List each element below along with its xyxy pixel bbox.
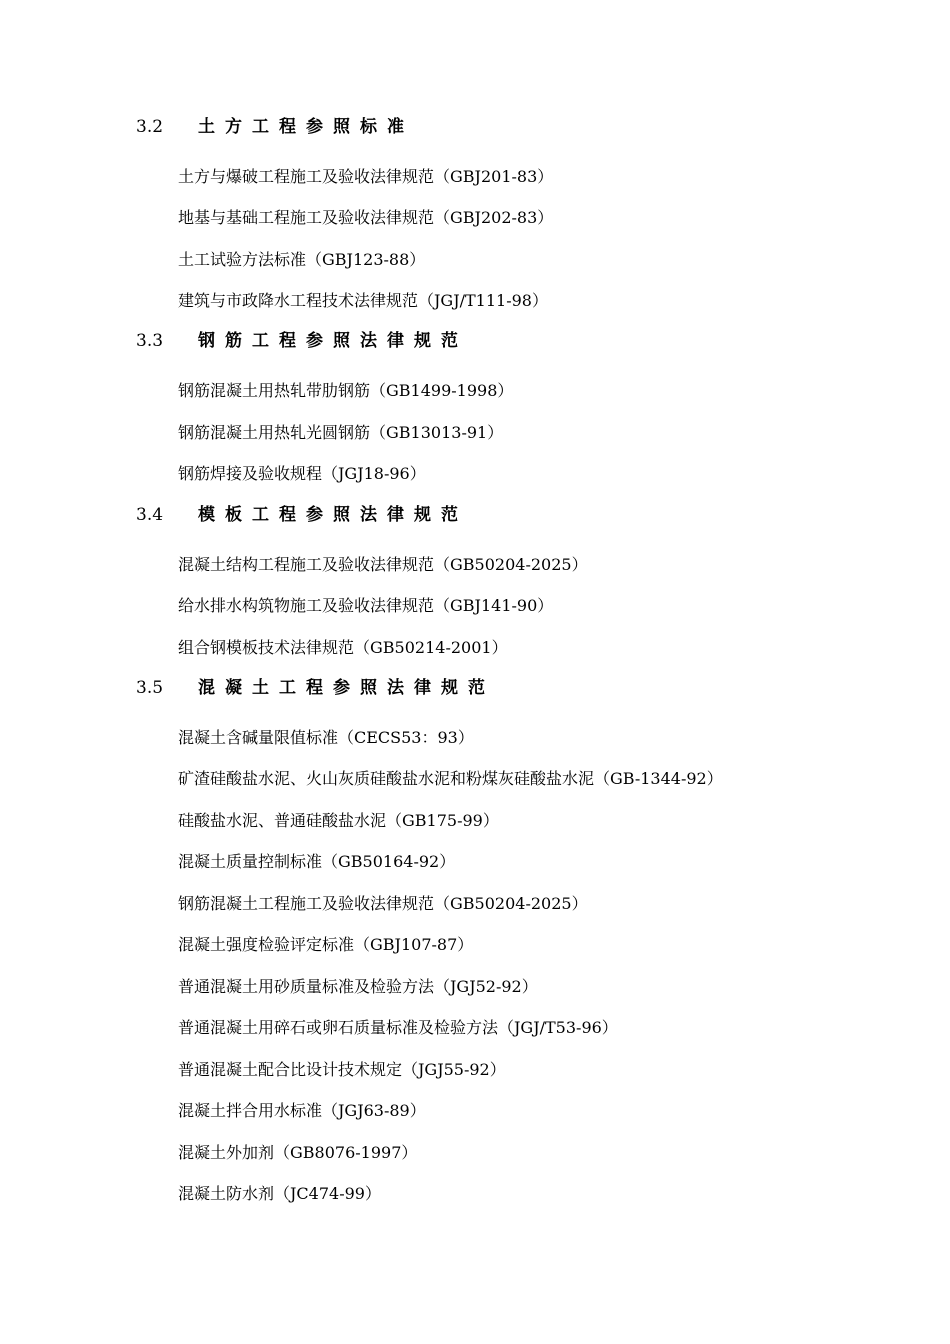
standard-item: 普通混凝土用砂质量标准及检验方法（JGJ52-92） — [178, 977, 538, 996]
standard-item: 硅酸盐水泥、普通硅酸盐水泥（GB175-99） — [178, 811, 499, 830]
standard-item: 混凝土拌合用水标准（JGJ63-89） — [178, 1101, 426, 1120]
section-number: 3.5 — [136, 678, 164, 698]
standard-item: 土工试验方法标准（GBJ123-88） — [178, 250, 426, 269]
section-number: 3.2 — [136, 117, 164, 137]
standard-item: 钢筋焊接及验收规程（JGJ18-96） — [178, 464, 426, 483]
section-title: 模板工程参照法律规范 — [198, 505, 468, 525]
section-heading-3-5 — [136, 673, 495, 703]
section-heading-3-4 — [136, 500, 468, 530]
standard-item: 混凝土质量控制标准（GB50164-92） — [178, 852, 456, 871]
standard-item: 钢筋混凝土用热轧带肋钢筋（GB1499-1998） — [178, 381, 514, 400]
section-heading-3-2 — [136, 112, 414, 142]
standard-item: 地基与基础工程施工及验收法律规范（GBJ202-83） — [178, 208, 554, 227]
standard-item: 混凝土结构工程施工及验收法律规范（GB50204-2025） — [178, 555, 588, 574]
standard-item: 给水排水构筑物施工及验收法律规范（GBJ141-90） — [178, 596, 554, 615]
standard-item: 混凝土强度检验评定标准（GBJ107-87） — [178, 935, 474, 954]
standard-item: 组合钢模板技术法律规范（GB50214-2001） — [178, 638, 508, 657]
section-number: 3.4 — [136, 505, 164, 525]
section-title: 土方工程参照标准 — [198, 117, 414, 137]
standard-item: 普通混凝土用碎石或卵石质量标准及检验方法（JGJ/T53-96） — [178, 1018, 618, 1037]
section-title: 混凝土工程参照法律规范 — [198, 678, 495, 698]
standard-item: 建筑与市政降水工程技术法律规范（JGJ/T111-98） — [178, 291, 548, 310]
section-heading-3-3 — [136, 326, 468, 356]
standard-item: 钢筋混凝土工程施工及验收法律规范（GB50204-2025） — [178, 894, 588, 913]
standard-item: 混凝土含碱量限值标准（CECS53：93） — [178, 728, 474, 747]
standard-item: 钢筋混凝土用热轧光圆钢筋（GB13013-91） — [178, 423, 504, 442]
standard-item: 混凝土防水剂（JC474-99） — [178, 1184, 381, 1203]
standard-item: 土方与爆破工程施工及验收法律规范（GBJ201-83） — [178, 167, 554, 186]
standard-item: 混凝土外加剂（GB8076-1997） — [178, 1143, 418, 1162]
section-title: 钢筋工程参照法律规范 — [198, 331, 468, 351]
standard-item: 矿渣硅酸盐水泥、火山灰质硅酸盐水泥和粉煤灰硅酸盐水泥（GB-1344-92） — [178, 769, 723, 788]
section-number: 3.3 — [136, 331, 164, 351]
standard-item: 普通混凝土配合比设计技术规定（JGJ55-92） — [178, 1060, 506, 1079]
